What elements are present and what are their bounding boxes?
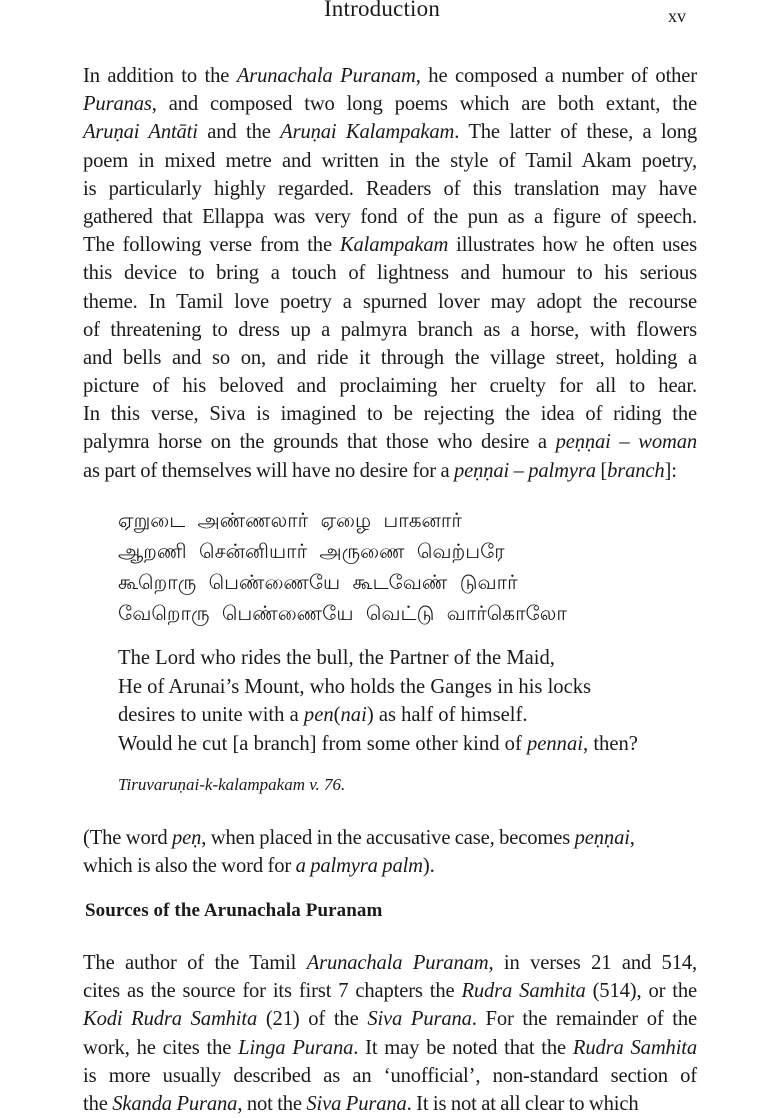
verse-line: The Lord who rides the bull, the Partner of the Maid, bbox=[118, 647, 555, 669]
text-line: cites as the source for its first 7 chapters the Rudra Samhita (514), or the bbox=[83, 980, 697, 1003]
tamil-verse-line: வேறொரு பெண்ணையே வெட்டு வார்கொலோ bbox=[118, 601, 567, 625]
text-line: as part of themselves will have no desire for a peṇṇai – palmyra [branch]: bbox=[83, 459, 677, 482]
text-line: poem in mixed metre and written in the style of Tamil Akam poetry, bbox=[83, 149, 697, 172]
text-line: theme. In Tamil love poetry a spurned lover may adopt the recourse bbox=[83, 290, 697, 313]
text-line: this device to bring a touch of lightness and humour to his serious bbox=[83, 262, 697, 285]
tamil-verse-line: ஏறுடை அண்ணலார் ஏழை பாகனார் bbox=[118, 508, 462, 532]
page-number: xv bbox=[668, 6, 686, 26]
verse-line: He of Arunai’s Mount, who holds the Ganges in his locks bbox=[118, 675, 592, 698]
text-line: Puranas, and composed two long poems which are both extant, the bbox=[83, 93, 697, 116]
text-line: Kodi Rudra Samhita (21) of the Siva Purana. For the remainder of the bbox=[83, 1008, 697, 1031]
text-line: In this verse, Siva is imagined to be rejecting the idea of riding the bbox=[83, 403, 697, 426]
text-line: is more usually described as an ‘unofficial’, non-standard section of bbox=[83, 1064, 697, 1087]
text-line: palymra horse on the grounds that those who desire a peṇṇai – woman bbox=[83, 431, 698, 454]
text-line: The following verse from the Kalampakam illustrates how he often uses bbox=[83, 234, 697, 257]
text-line: gathered that Ellappa was very fond of the pun as a figure of speech. bbox=[83, 205, 697, 228]
paragraph-note bbox=[83, 824, 703, 880]
section-heading: Sources of the Arunachala Puranam bbox=[85, 900, 383, 921]
tamil-verse-line: ஆறணி சென்னியார் அருணை வெற்பரே bbox=[118, 539, 505, 563]
text-line: Aruṇai Antāti and the Aruṇai Kalampakam. The latter of these, a long bbox=[83, 121, 697, 144]
text-line: is particularly highly regarded. Readers of this translation may have bbox=[83, 177, 697, 200]
text-line: picture of his beloved and proclaiming her cruelty for all to hear. bbox=[83, 375, 697, 398]
verse-citation: Tiruvaruṇai-k-kalampakam v. 76. bbox=[118, 775, 346, 794]
text-line: work, he cites the Linga Purana. It may be noted that the Rudra Samhita bbox=[83, 1036, 697, 1059]
tamil-verse bbox=[118, 505, 567, 629]
text-line: the Skanda Purana, not the Siva Purana. It is not at all clear to which bbox=[83, 1092, 639, 1115]
text-line: In addition to the Arunachala Puranam, he composed a number of other bbox=[83, 65, 697, 87]
tamil-verse-line: கூறொரு பெண்ணையே கூடவேண் டுவார் bbox=[118, 570, 518, 594]
running-head bbox=[0, 0, 780, 30]
paragraph-sources bbox=[83, 949, 697, 1118]
text-line: of threatening to dress up a palmyra branch as a horse, with flowers bbox=[83, 318, 697, 341]
text-line: (The word peṇ, when placed in the accusative case, becomes peṇṇai, bbox=[83, 827, 635, 849]
verse-translation bbox=[118, 644, 638, 758]
text-line: which is also the word for a palmyra palm). bbox=[83, 855, 435, 878]
running-title: Introduction bbox=[323, 0, 441, 21]
text-line: and bells and so on, and ride it through the village street, holding a bbox=[83, 346, 697, 369]
text-line: The author of the Tamil Arunachala Puranam, in verses 21 and 514, bbox=[83, 952, 697, 974]
paragraph-intro bbox=[83, 62, 697, 485]
verse-line: desires to unite with a pen(nai) as half of himself. bbox=[118, 704, 528, 726]
verse-line: Would he cut [a branch] from some other kind of pennai, then? bbox=[118, 732, 638, 755]
